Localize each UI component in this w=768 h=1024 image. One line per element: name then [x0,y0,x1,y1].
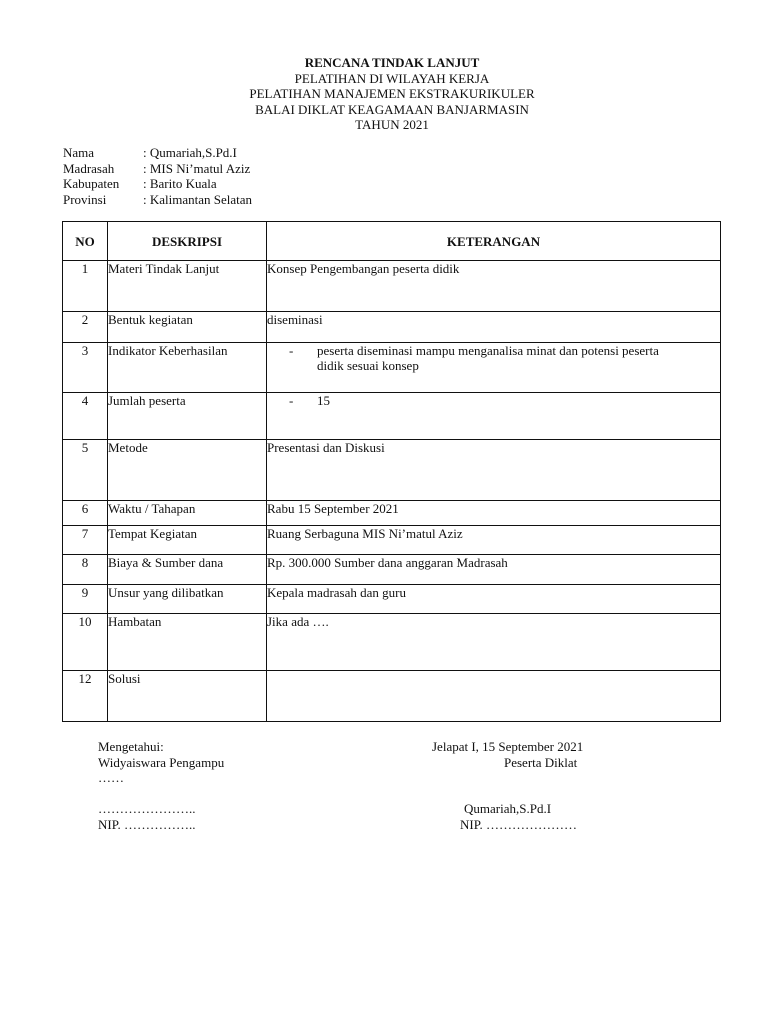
identity-label: Madrasah [63,160,115,176]
row-description: Bentuk kegiatan [108,312,267,343]
row-keterangan: Ruang Serbaguna MIS Ni’matul Aziz [267,526,721,555]
table-row [63,440,721,501]
signature-left-name: ………………….. [98,801,196,816]
signature-right-name: Qumariah,S.Pd.I [464,801,552,816]
signature-left [98,739,224,832]
signature-left-nip: NIP. …………….. [98,816,196,832]
row-number: 1 [63,261,108,312]
identity-value: : Barito Kuala [143,176,217,191]
identity-label: Provinsi [63,191,107,207]
table-header-row [63,222,721,261]
rtl-table [62,221,721,722]
heading-line-2: PELATIHAN DI WILAYAH KERJA [294,70,490,86]
row-description: Jumlah peserta [108,393,267,440]
dash-bullet: - [289,343,294,358]
bullet-item [267,343,720,373]
table-row [63,343,721,393]
identity-label: Kabupaten [63,176,120,191]
signature-left-line-3: …… [98,770,124,785]
identity-value: : Kalimantan Selatan [143,191,253,207]
row-keterangan-cell [267,343,721,393]
row-keterangan: peserta diseminasi mampu menganalisa minat dan potensi peserta didik sesuai konsep [317,343,659,373]
row-number: 6 [63,501,108,526]
identity-row-madrasah [63,161,252,177]
heading-line-4: BALAI DIKLAT KEAGAMAAN BANJARMASIN [255,101,529,117]
identity-label: Nama [63,145,95,160]
header-no: NO [63,222,108,261]
row-number: 3 [63,343,108,393]
document-title: RENCANA TINDAK LANJUT [304,55,480,70]
table-row [63,671,721,722]
row-keterangan-cell [267,393,721,440]
row-number: 4 [63,393,108,440]
row-description: Metode [108,440,267,501]
signature-right-nip: NIP. ………………… [460,816,578,832]
row-description: Hambatan [108,614,267,671]
identity-value: : MIS Ni’matul Aziz [143,160,251,176]
row-keterangan: Konsep Pengembangan peserta didik [267,261,721,312]
row-number: 5 [63,440,108,501]
row-number: 12 [63,671,108,722]
row-keterangan: Rabu 15 September 2021 [267,501,721,526]
row-description: Unsur yang dilibatkan [108,585,267,614]
row-description: Biaya & Sumber dana [108,555,267,585]
identity-block [63,145,252,207]
signature-right-date: Jelapat I, 15 September 2021 [432,739,584,754]
row-number: 10 [63,614,108,671]
row-keterangan: Jika ada …. [267,614,721,671]
row-description: Waktu / Tahapan [108,501,267,526]
identity-row-nama [63,145,252,161]
table-row [63,393,721,440]
identity-row-provinsi [63,192,252,208]
table-row [63,312,721,343]
table-row [63,526,721,555]
signature-right [432,739,662,832]
signature-right-role: Peserta Diklat [504,754,578,770]
table-row [63,614,721,671]
row-keterangan [267,671,721,722]
table-row [63,501,721,526]
identity-value: : Qumariah,S.Pd.I [143,145,237,160]
row-number: 8 [63,555,108,585]
table-row [63,261,721,312]
document-heading [0,55,768,133]
row-keterangan: Rp. 300.000 Sumber dana anggaran Madrasah [267,555,721,585]
header-keterangan: KETERANGAN [267,222,721,261]
row-description: Materi Tindak Lanjut [108,261,267,312]
identity-row-kabupaten [63,176,252,192]
row-keterangan: Presentasi dan Diskusi [267,440,721,501]
signature-left-line-1: Mengetahui: [98,739,164,754]
table-row [63,585,721,614]
heading-line-5: TAHUN 2021 [355,117,429,132]
row-keterangan: 15 [317,393,330,408]
row-description: Tempat Kegiatan [108,526,267,555]
row-number: 2 [63,312,108,343]
row-keterangan: Kepala madrasah dan guru [267,585,721,614]
heading-line-3: PELATIHAN MANAJEMEN EKSTRAKURIKULER [249,86,535,101]
row-number: 7 [63,526,108,555]
row-keterangan: diseminasi [267,312,721,343]
dash-bullet: - [289,393,294,408]
row-number: 9 [63,585,108,614]
row-description: Indikator Keberhasilan [108,343,267,393]
table-row [63,555,721,585]
header-deskripsi: DESKRIPSI [108,222,267,261]
bullet-item [267,393,720,408]
signature-left-line-2: Widyaiswara Pengampu [98,754,225,770]
row-description: Solusi [108,671,267,722]
